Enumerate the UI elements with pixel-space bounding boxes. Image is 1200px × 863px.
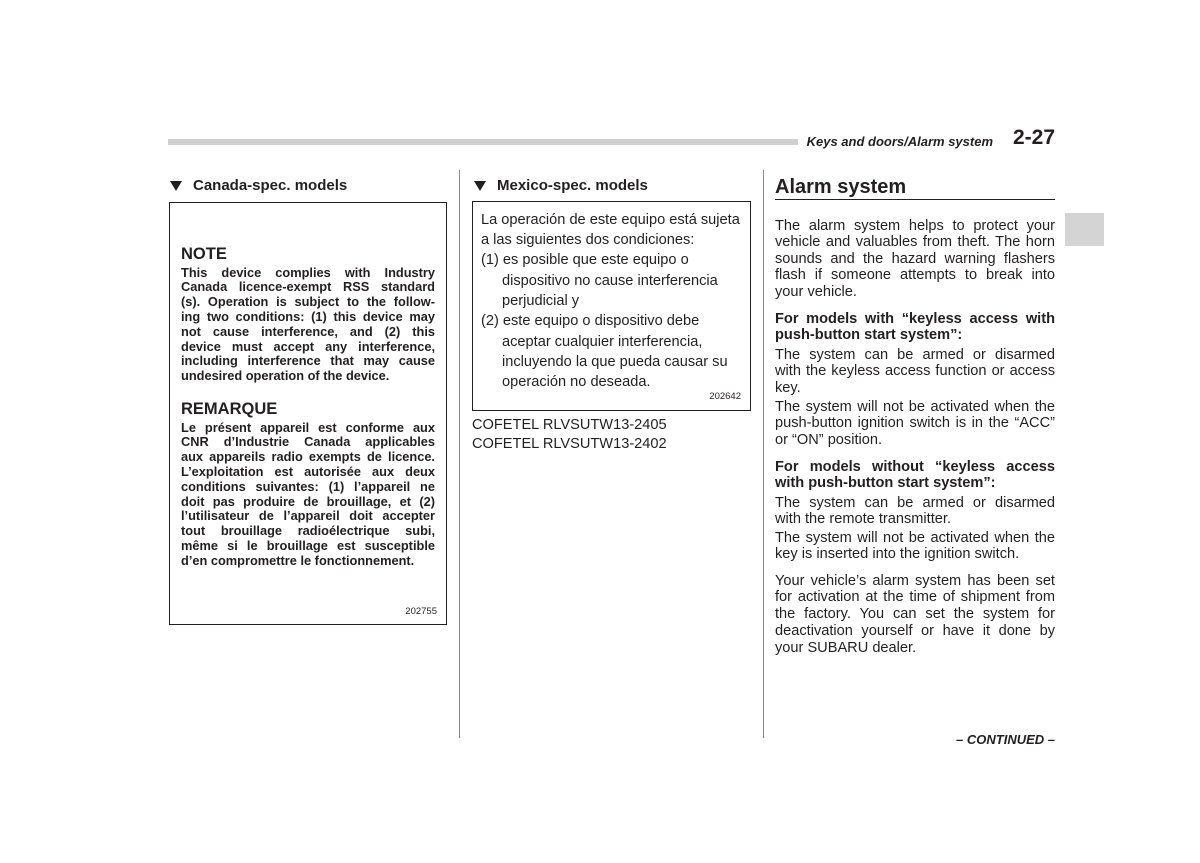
text-line: flash if someone attempts to break into — [775, 267, 1055, 284]
remarque-line: d’en compromettre le fonctionnement. — [181, 552, 415, 568]
text-line: with the keyless access function or access — [775, 363, 1055, 380]
note-title: NOTE — [181, 245, 227, 263]
down-triangle-icon — [170, 181, 182, 191]
note-line: device must accept any interference, — [181, 338, 435, 354]
notice-item-first-line: (1) es posible que este equipo o — [481, 252, 689, 269]
figure-code: 202642 — [709, 391, 741, 402]
notice-line: a las siguientes dos condiciones: — [481, 232, 695, 249]
alarm-system-heading: Alarm system — [775, 175, 1055, 200]
notice-line: incluyendo la que pueda causar su — [502, 353, 728, 370]
text-line: The system can be armed or disarmed — [775, 346, 1055, 363]
keyless-subheading — [775, 311, 1055, 344]
text-line: for activation at the time of shipment from — [775, 589, 1055, 606]
text-line: key. — [775, 379, 801, 396]
cofetel-code: COFETEL RLVSUTW13-2405 — [472, 416, 667, 433]
text-line: deactivation yourself or have it done by — [775, 622, 1055, 639]
remarque-title: REMARQUE — [181, 400, 278, 418]
page-number: 2-27 — [1012, 126, 1055, 149]
text-line: key is inserted into the ignition switch. — [775, 546, 1020, 563]
remarque-line: tout brouillage radioélectrique subi, — [181, 523, 435, 539]
mexico-heading-label: Mexico-spec. models — [497, 177, 648, 194]
subheading-line: push-button start system”: — [775, 327, 963, 344]
remarque-line: même si le brouillage est susceptible — [181, 537, 435, 553]
notice-line: perjudicial y — [502, 293, 580, 310]
text-line: your SUBARU dealer. — [775, 639, 917, 656]
remarque-line: Le présent appareil est conforme aux — [181, 419, 435, 435]
header-bar — [168, 139, 798, 145]
notice-item-first-line: (2) este equipo o dispositivo debe — [481, 313, 700, 330]
subheading-line: with push-button start system”: — [775, 475, 996, 492]
notice-line: La operación de este equipo está sujeta — [481, 211, 740, 228]
text-line: The system will not be activated when the — [775, 529, 1055, 546]
keyless-not-activated-paragraph — [775, 399, 1055, 449]
no-keyless-armed-paragraph — [775, 495, 1055, 528]
mexico-heading — [474, 177, 734, 195]
notice-line: operación no deseada. — [502, 374, 651, 391]
continued-label: – CONTINUED – — [956, 732, 1055, 747]
note-line: including interference that may cause — [181, 353, 435, 369]
note-line: This device complies with Industry — [181, 264, 435, 280]
text-line: Your vehicle’s alarm system has been set — [775, 572, 1055, 589]
mexico-notice-text — [481, 210, 743, 393]
remarque-line: CNR d’Industrie Canada applicables — [181, 434, 435, 450]
text-line: or “ON” position. — [775, 431, 883, 448]
cofetel-codes — [472, 416, 752, 454]
notice-item — [481, 311, 743, 392]
text-line: vehicle and valuables from theft. The horn — [775, 234, 1055, 251]
alarm-intro-paragraph — [775, 218, 1055, 301]
canada-heading-label: Canada-spec. models — [193, 177, 348, 194]
mexico-notice-box — [472, 201, 751, 411]
remarque-line: l’utilisateur de l’appareil doit accepter — [181, 508, 435, 524]
canada-heading — [170, 177, 430, 195]
text-line: sounds and the hazard warning flashers — [775, 250, 1055, 267]
notice-intro — [481, 210, 743, 251]
section-title: Keys and doors/Alarm system — [806, 134, 993, 149]
figure-code: 202755 — [405, 606, 437, 617]
text-line: The system can be armed or disarmed — [775, 494, 1055, 511]
text-line: The alarm system helps to protect your — [775, 217, 1055, 234]
no-keyless-not-activated-paragraph — [775, 530, 1055, 563]
note-line: undesired operation of the device. — [181, 368, 390, 384]
chapter-tab — [1065, 213, 1104, 246]
text-line: push-button ignition switch is in the “ACC” — [775, 415, 1055, 432]
note-line: (s). Operation is subject to the follow- — [181, 294, 435, 310]
canada-notice-box — [169, 202, 447, 625]
notice-line: dispositivo no cause interferencia — [502, 272, 718, 289]
cofetel-code: COFETEL RLVSUTW13-2402 — [472, 435, 667, 452]
remarque-line: conditions suivantes: (1) l’appareil ne — [181, 478, 435, 494]
notice-line: aceptar cualquier interferencia, — [502, 333, 703, 350]
notice-item — [481, 250, 743, 311]
remarque-text — [181, 421, 435, 569]
notice-item-continuation — [481, 332, 743, 393]
keyless-armed-paragraph — [775, 347, 1055, 397]
note-text — [181, 266, 435, 384]
shipment-paragraph — [775, 573, 1055, 657]
note-line: ing two conditions: (1) this device may — [181, 308, 435, 324]
remarque-line: doit pas produire de brouillage, et (2) — [181, 493, 435, 509]
remarque-line: aux appareils radio exempts de licence. — [181, 449, 435, 465]
subheading-line: For models without “keyless access — [775, 458, 1055, 475]
text-line: the factory. You can set the system for — [775, 606, 1055, 623]
no-keyless-subheading — [775, 459, 1055, 492]
column-divider — [459, 170, 460, 738]
down-triangle-icon — [474, 181, 486, 191]
text-line: The system will not be activated when the — [775, 398, 1055, 415]
text-line: your vehicle. — [775, 283, 857, 300]
note-line: Canada licence-exempt RSS standard — [181, 279, 435, 295]
column-divider — [763, 170, 764, 738]
text-line: with the remote transmitter. — [775, 511, 952, 528]
remarque-line: L’exploitation est autorisée aux deux — [181, 463, 435, 479]
subheading-line: For models with “keyless access with — [775, 310, 1055, 327]
notice-item-continuation — [481, 271, 743, 312]
note-line: not cause interference, and (2) this — [181, 323, 435, 339]
